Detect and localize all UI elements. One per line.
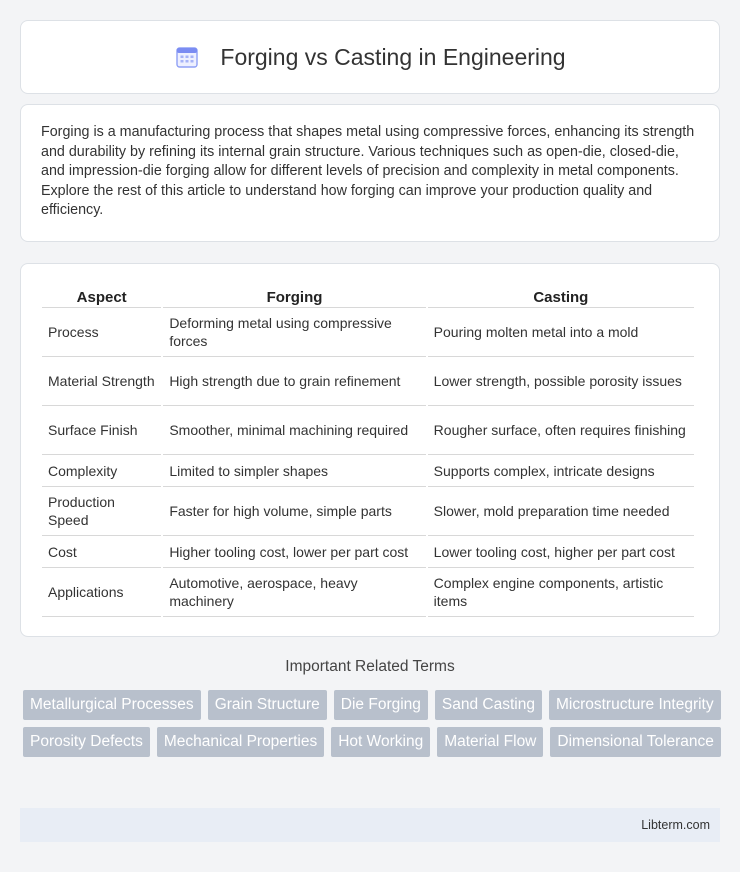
- footer-site-link[interactable]: Libterm.com: [641, 818, 710, 832]
- intro-card: [20, 104, 720, 242]
- aspect-cell: Applications: [42, 568, 161, 617]
- tag-mechanical-properties[interactable]: Mechanical Properties: [157, 727, 324, 757]
- table-row: [42, 455, 694, 487]
- footer: [20, 808, 720, 842]
- table-row: [42, 357, 694, 406]
- header-casting: Casting: [428, 288, 694, 308]
- casting-cell: Rougher surface, often requires finishing: [428, 406, 694, 455]
- table-row: [42, 308, 694, 357]
- tag-sand-casting[interactable]: Sand Casting: [435, 690, 542, 720]
- tag-microstructure-integrity[interactable]: Microstructure Integrity: [549, 690, 721, 720]
- aspect-cell: Cost: [42, 536, 161, 568]
- tag-material-flow[interactable]: Material Flow: [437, 727, 543, 757]
- aspect-cell: Complexity: [42, 455, 161, 487]
- casting-cell: Pouring molten metal into a mold: [428, 308, 694, 357]
- table-row: [42, 568, 694, 617]
- casting-cell: Lower tooling cost, higher per part cost: [428, 536, 694, 568]
- tag-dimensional-tolerance[interactable]: Dimensional Tolerance: [550, 727, 721, 757]
- header-aspect: Aspect: [42, 288, 161, 308]
- comparison-table: [40, 288, 696, 617]
- casting-cell: Lower strength, possible porosity issues: [428, 357, 694, 406]
- casting-cell: Supports complex, intricate designs: [428, 455, 694, 487]
- forging-cell: Limited to simpler shapes: [163, 455, 425, 487]
- aspect-cell: Material Strength: [42, 357, 161, 406]
- table-header-row: [42, 288, 694, 308]
- header-card: [20, 20, 720, 94]
- tag-die-forging[interactable]: Die Forging: [334, 690, 428, 720]
- aspect-cell: Surface Finish: [42, 406, 161, 455]
- forging-cell: Automotive, aerospace, heavy machinery: [163, 568, 425, 617]
- table-row: [42, 536, 694, 568]
- tag-metallurgical-processes[interactable]: Metallurgical Processes: [23, 690, 201, 720]
- tag-porosity-defects[interactable]: Porosity Defects: [23, 727, 150, 757]
- casting-cell: Slower, mold preparation time needed: [428, 487, 694, 536]
- table-row: [42, 487, 694, 536]
- related-terms-list: [23, 690, 723, 757]
- intro-paragraph: Forging is a manufacturing process that shapes metal using compressive forces, enhancing its strength and durability by refining its internal grain structure. Various techniques such as open-die, closed-die, and impression-die forging allow for different levels of precision and complexity in metal components. Explore the rest of this article to understand how forging can improve your production quality and efficiency.: [41, 124, 695, 219]
- header: [174, 44, 565, 71]
- table-row: [42, 406, 694, 455]
- related-terms-title: Important Related Terms: [285, 658, 455, 675]
- casting-cell: Complex engine components, artistic items: [428, 568, 694, 617]
- forging-cell: Smoother, minimal machining required: [163, 406, 425, 455]
- aspect-cell: Production Speed: [42, 487, 161, 536]
- forging-cell: High strength due to grain refinement: [163, 357, 425, 406]
- tag-grain-structure[interactable]: Grain Structure: [208, 690, 327, 720]
- forging-cell: Higher tooling cost, lower per part cost: [163, 536, 425, 568]
- header-forging: Forging: [163, 288, 425, 308]
- aspect-cell: Process: [42, 308, 161, 357]
- page-title: Forging vs Casting in Engineering: [220, 43, 566, 70]
- comparison-card: [20, 263, 720, 637]
- forging-cell: Deforming metal using compressive forces: [163, 308, 425, 357]
- calendar-icon: [174, 44, 200, 70]
- tag-hot-working[interactable]: Hot Working: [331, 727, 430, 757]
- forging-cell: Faster for high volume, simple parts: [163, 487, 425, 536]
